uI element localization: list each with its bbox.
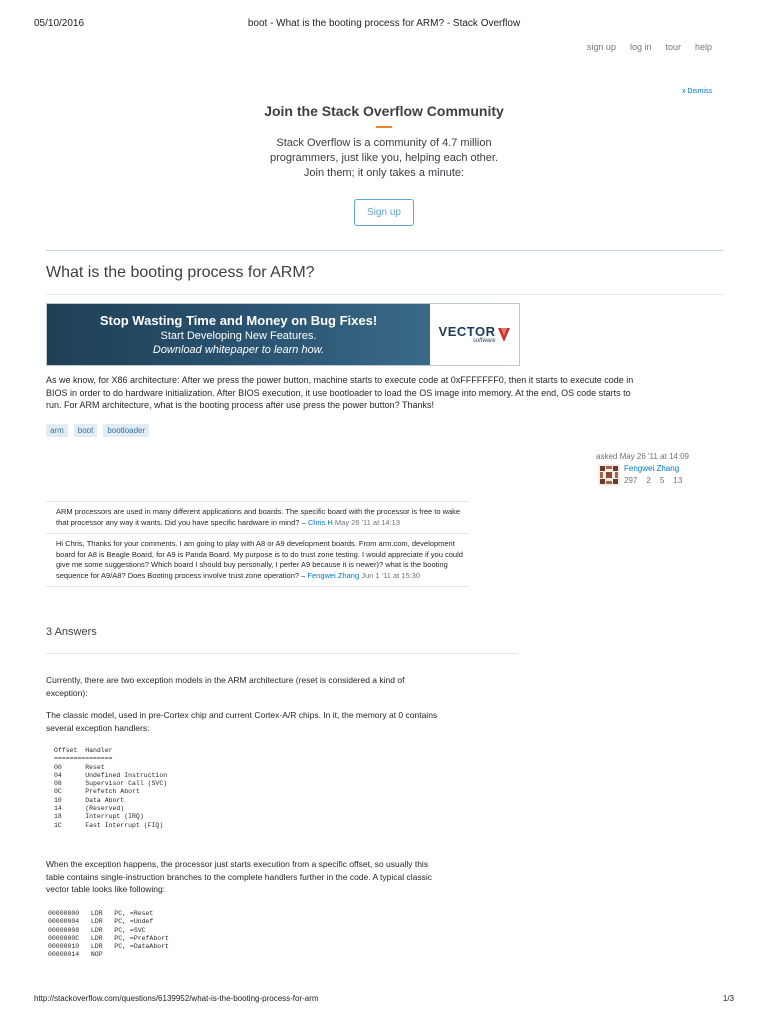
ad-cta: Download whitepaper to learn how.: [152, 343, 325, 356]
answers-divider: [46, 653, 518, 654]
comment: [46, 501, 468, 533]
user-bronze-badges: 5: [659, 476, 665, 485]
comment-user[interactable]: Fengwei Zhang: [307, 570, 360, 580]
exception-table-code: Offset Handler =============== 00 Reset 04 Undefined Instruction 08 Supervisor Call (SVC) 0C Prefetch Abort 10 Data Abort 14 (Reserved) 18 Interrupt (IRQ) 1C Fast Interrupt (FIQ): [54, 747, 168, 829]
comment-user[interactable]: Chris H: [307, 517, 333, 527]
ad-banner[interactable]: [46, 303, 520, 366]
ad-headline: Stop Wasting Time and Money on Bug Fixes!: [99, 312, 378, 328]
question-body: As we know, for X86 architecture: After we press the power button, machine starts to execute code at 0xFFFFFFF0, then it starts to execute code in BIOS in order to do hardware initialization. After BIOS execution, it use bootloader to load the OS image into memory. At the end, OS code starts to run. For ARM architecture, what is the booting process after use press the power button? Thanks!: [46, 375, 634, 410]
user-reputation: 297: [624, 476, 638, 485]
comment: [46, 533, 468, 586]
user-gold-badges: 13: [673, 476, 683, 485]
comment-list: [46, 501, 468, 587]
dismiss-link[interactable]: x Dismiss: [682, 88, 712, 95]
join-banner: [0, 100, 768, 226]
banner-line-3: Join them; it only takes a minute:: [303, 167, 465, 179]
vector-table-code: 00000000 LDR PC, =Reset 00000004 LDR PC, =Undef 00000008 LDR PC, =SVC 0000000C LDR PC, =PrefAbort 00000010 LDR PC, =DataAbort 00000014 NOP: [48, 910, 169, 959]
vector-logo: VECTOR: [438, 323, 496, 339]
banner-divider: [46, 250, 723, 251]
user-silver-badges: 2: [646, 476, 651, 485]
help-link[interactable]: help: [694, 42, 712, 52]
user-stats: [624, 476, 682, 485]
tag-boot[interactable]: boot: [74, 424, 98, 437]
tag-bootloader[interactable]: bootloader: [103, 424, 149, 437]
ad-text-panel: [47, 304, 430, 365]
banner-line-1: Stack Overflow is a community of 4.7 million: [276, 137, 492, 149]
comment-date: May 26 '11 at 14:13: [334, 517, 401, 527]
print-date: 05/10/2016: [34, 18, 85, 29]
tag-arm[interactable]: arm: [46, 424, 68, 437]
tour-link[interactable]: tour: [665, 42, 681, 52]
print-page-number: 1/3: [722, 994, 734, 1003]
user-name[interactable]: Fengwei Zhang: [624, 464, 680, 473]
answers-count: 3 Answers: [46, 626, 97, 638]
asked-timestamp: asked May 26 '11 at 14:09: [596, 452, 689, 461]
tag-list: [46, 424, 149, 437]
print-title: boot - What is the booting process for ARM? - Stack Overflow: [247, 18, 521, 29]
print-url: http://stackoverflow.com/questions/6139952/what-is-the-booting-process-for-arm: [34, 994, 319, 1003]
login-link[interactable]: log in: [629, 42, 652, 52]
comment-text: Hi Chris, Thanks for your comments. I am going to play with A8 or A9 development boards. From arm.com, development board for A8 is Beagle Board, for A9 is Panda Board. My purpose is to do trust zone testing. I would appreciate if you could give me some suggestions? Which board I should buy personally, I perfer A9 because it is newer)? what is the booting sequence for A9/A8? Does Booting process involve trust zone operation? –: [56, 539, 463, 580]
title-divider: [46, 294, 723, 295]
answer-paragraph-2: The classic model, used in pre-Cortex chip and current Cortex-A/R chips. In it, the memory at 0 contains several exception handlers:: [46, 710, 438, 733]
question-title[interactable]: What is the booting process for ARM?: [46, 264, 315, 281]
comment-date: Jun 1 '11 at 15:30: [361, 570, 421, 580]
comments-end-divider: [46, 586, 468, 587]
ad-logo-panel: [430, 304, 519, 365]
ad-subline: Start Developing New Features.: [160, 329, 317, 342]
comment-text: ARM processors are used in many different applications and boards. The specific board with the processor is free to wake that processor any way it wants. Did you have specific hardware in mind? –: [56, 507, 461, 527]
user-avatar[interactable]: [598, 464, 620, 486]
vector-logo-sub: software: [472, 337, 496, 344]
answer-paragraph-1: Currently, there are two exception models in the ARM architecture (reset is considered a kind of exception):: [46, 675, 405, 698]
banner-accent-bar: [376, 126, 392, 128]
vector-logo-icon: [498, 328, 510, 342]
top-nav: [587, 42, 712, 52]
banner-line-2: programmers, just like you, helping each other.: [269, 152, 499, 164]
signup-link[interactable]: sign up: [586, 42, 616, 52]
signup-button[interactable]: Sign up: [354, 199, 414, 226]
banner-title: Join the Stack Overflow Community: [264, 103, 504, 119]
answer-paragraph-3: When the exception happens, the processor just starts execution from a specific offset, so usually this table contains single-instruction branches to the complete handlers further in the code. A typical classic vector table looks like following:: [46, 859, 433, 894]
